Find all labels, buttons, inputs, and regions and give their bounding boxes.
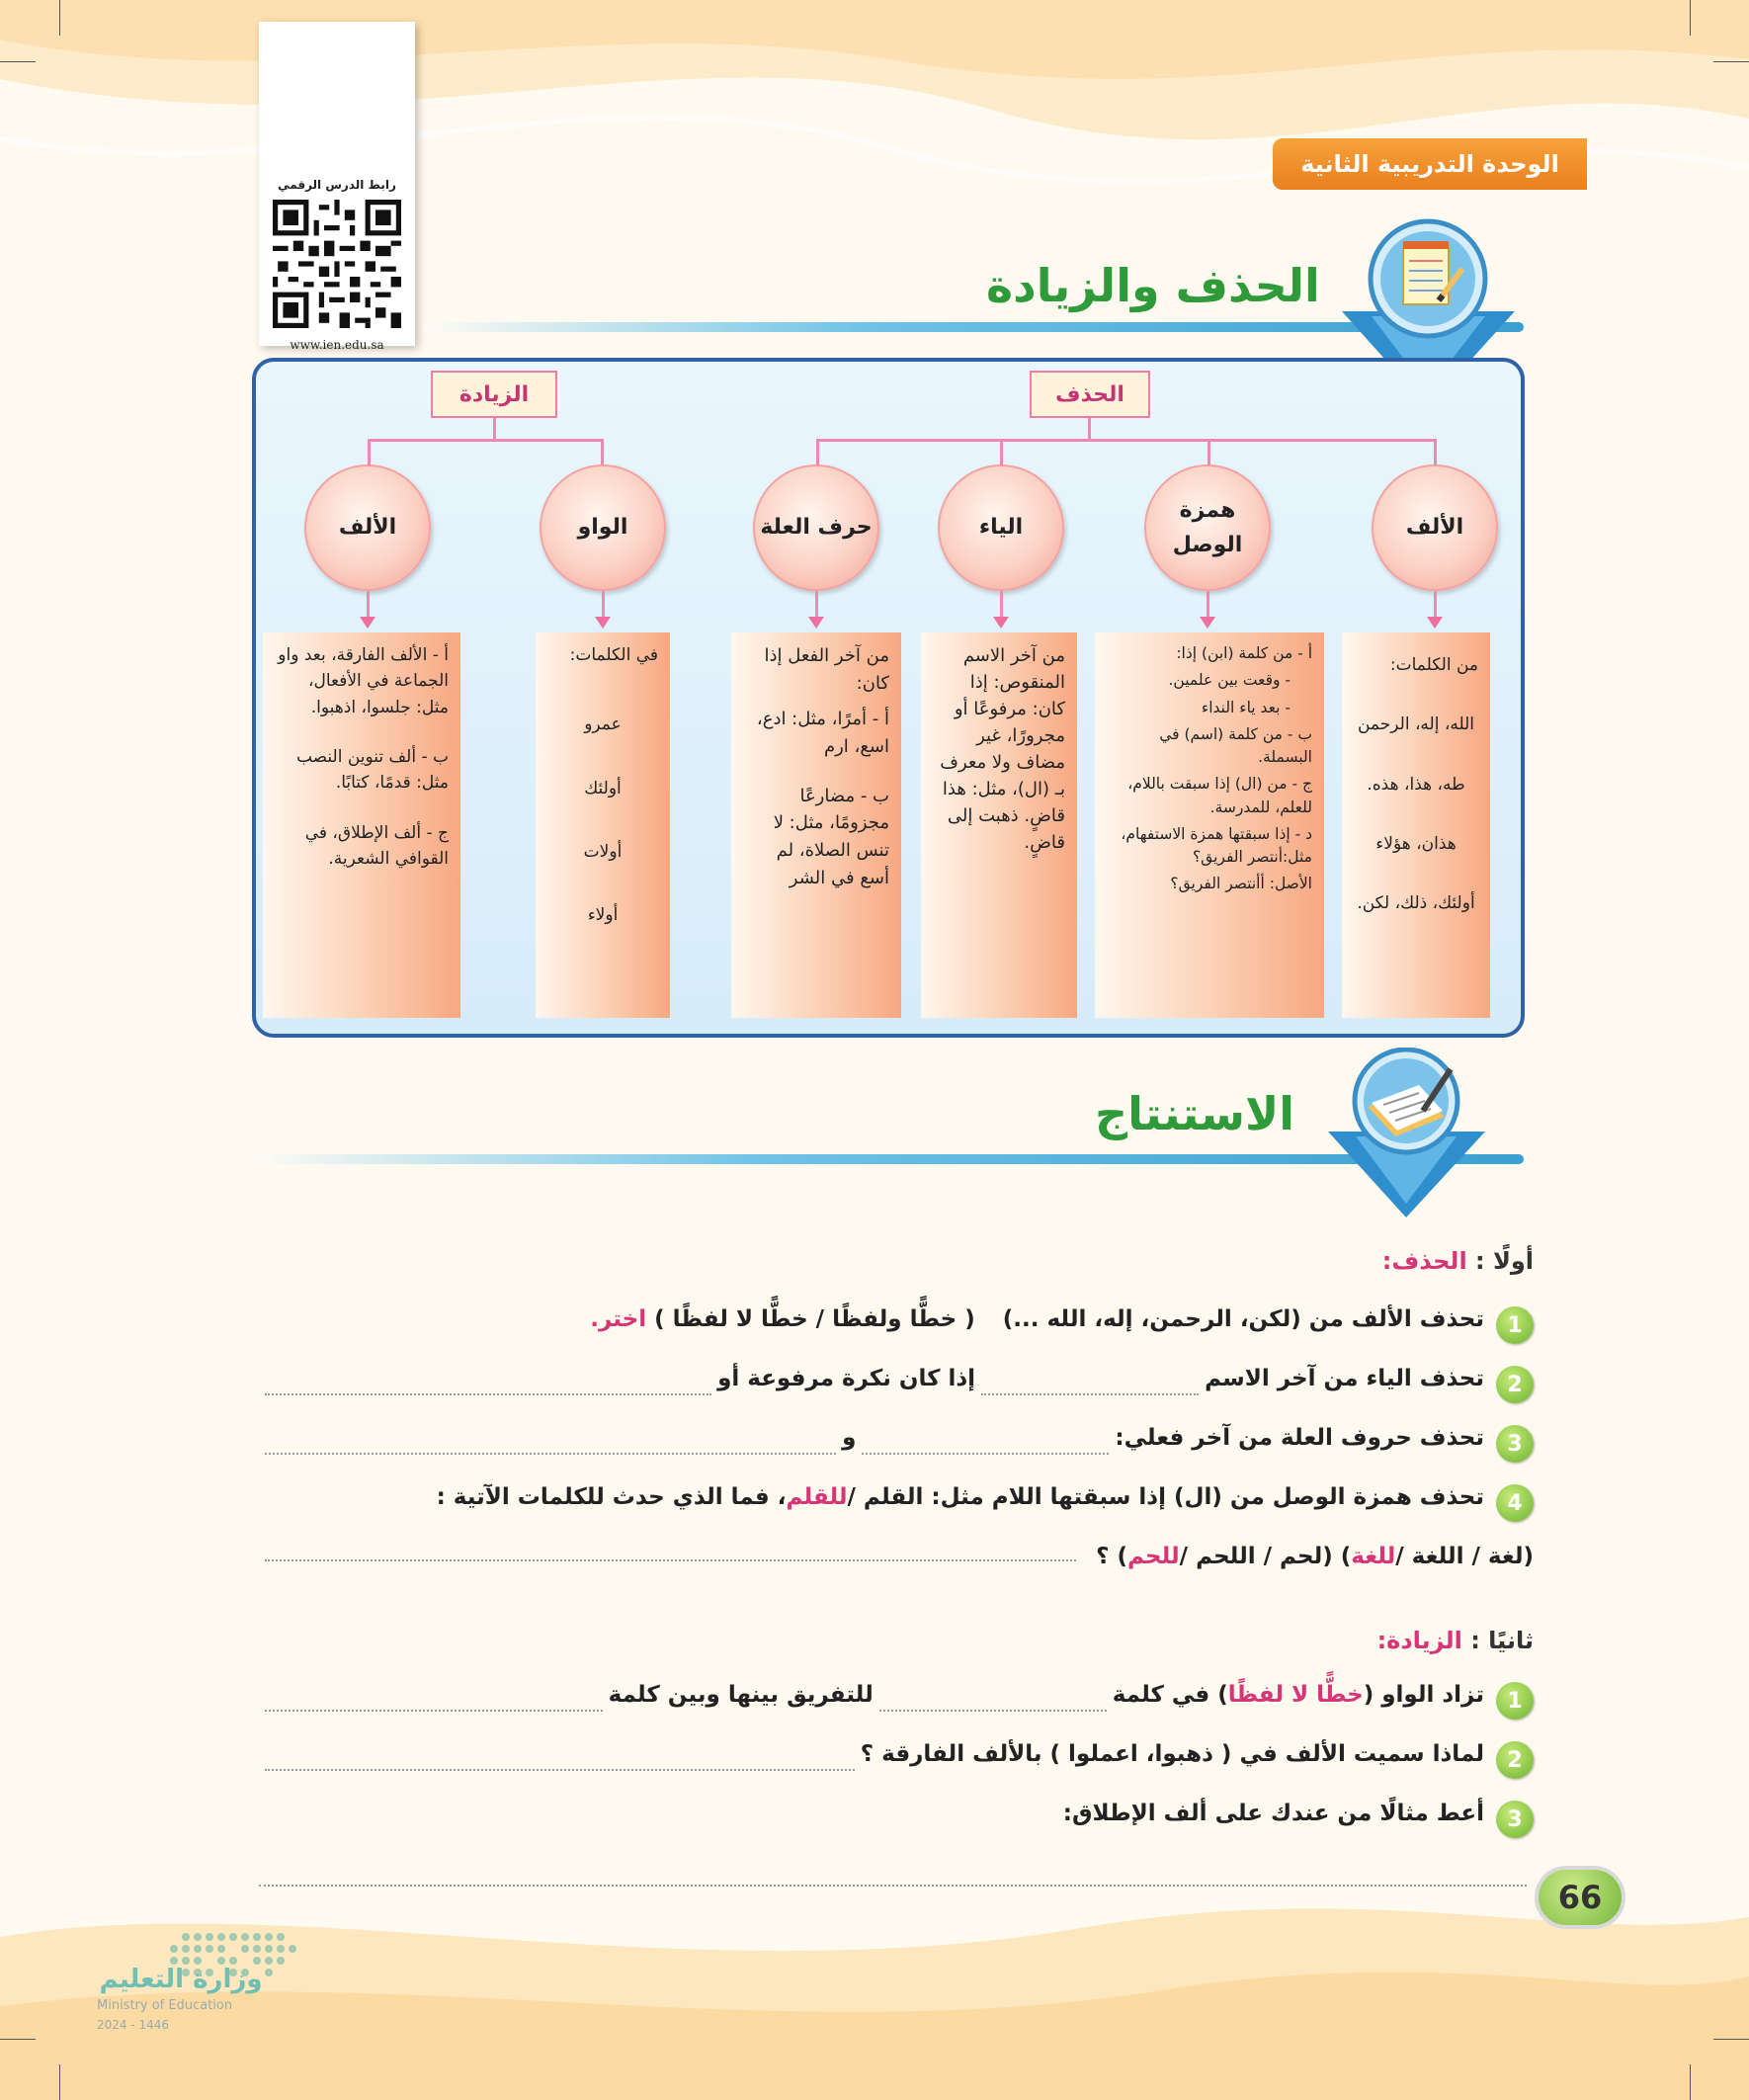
column-head: من الكلمات:: [1389, 655, 1478, 675]
papers-pen-icon: [1320, 1048, 1493, 1220]
part1-heading-word: الحذف:: [1381, 1247, 1467, 1275]
column-line: الأصل: أأنتصر الفريق؟: [1170, 875, 1312, 893]
choose-instruction: اختر.: [590, 1306, 647, 1332]
question-text: ) في كلمة: [1112, 1682, 1228, 1708]
circle-hamzat-alwasl: همزة الوصل: [1144, 464, 1271, 591]
connector: [368, 439, 603, 442]
part2-heading-prefix: ثانيًا :: [1461, 1627, 1534, 1654]
connector: [816, 439, 1436, 442]
crop-mark: [1713, 2039, 1749, 2040]
column-item: أولات: [583, 842, 623, 863]
column-ziyada-alif: [263, 632, 460, 1018]
circle-hadhf-alif: الألف: [1372, 464, 1498, 591]
exercise-2-1: [259, 1682, 1534, 1720]
column-intro: من آخر الفعل إذا كان:: [764, 645, 889, 694]
answer-blank[interactable]: [265, 1710, 603, 1712]
connector: [815, 591, 818, 619]
exercise-1-4: [259, 1484, 1534, 1522]
question-text: أعط مثالًا من عندك على ألف الإطلاق:: [1062, 1801, 1484, 1826]
connector: [493, 418, 496, 440]
crop-mark: [59, 2064, 60, 2100]
answer-blank[interactable]: [265, 1453, 836, 1455]
words-text: (لغة / اللغة /: [1395, 1544, 1534, 1569]
question-text: تحذف الياء من آخر الاسم: [1205, 1366, 1484, 1391]
words-text: ) (لحم / اللحم /: [1179, 1544, 1352, 1569]
exercise-1-3: [259, 1425, 1534, 1463]
circle-ziyada-alif: الألف: [304, 464, 431, 591]
question-text: و: [842, 1425, 857, 1451]
column-item: طه، هذا، هذه.: [1367, 774, 1465, 795]
arrow-down-icon: [1200, 617, 1215, 629]
column-item: أولئك: [584, 778, 622, 798]
arrow-down-icon: [360, 617, 375, 629]
column-item: ج - ألف الإطلاق، في القوافي الشعرية.: [304, 822, 449, 870]
question-text: للتفريق بينها وبين كلمة: [608, 1682, 874, 1708]
qr-url[interactable]: www.ien.edu.sa: [290, 338, 384, 352]
column-line: - وقعت بين علمين.: [1168, 671, 1291, 690]
question-text: لماذا سميت الألف في ( ذهبوا، اعملوا ) بالألف الفارقة ؟: [860, 1741, 1484, 1767]
words-text: ) ؟: [1096, 1544, 1128, 1569]
column-text: من آخر الاسم المنقوص: إذا كان: مرفوعًا أو مجرورًا، غير مضاف ولا معرف بـ (ال)، مثل: هذا قاضٍ. ذهبت إلى قاضٍ.: [940, 645, 1065, 853]
crop-mark: [1713, 61, 1749, 62]
qr-code-icon[interactable]: [273, 200, 401, 328]
arrow-down-icon: [595, 617, 611, 629]
column-item: أولاء: [587, 905, 619, 926]
question-text: تحذف الألف من (لكن، الرحمن، إله، الله ...): [1002, 1306, 1484, 1332]
column-item: أ - أمرًا، مثل: ادع، اسع، ارم: [756, 708, 889, 757]
part2-heading-word: الزيادة:: [1376, 1627, 1462, 1654]
hadhf-label: الحذف: [1030, 371, 1150, 418]
column-alyaa: [921, 632, 1077, 1018]
column-line: - بعد ياء النداء: [1201, 698, 1291, 716]
ministry-name-en: Ministry of Education: [97, 1998, 233, 2013]
page-number: 66: [1535, 1866, 1625, 1929]
connector: [1434, 591, 1437, 619]
column-line: أ - من كلمة (ابن) إذا:: [1176, 644, 1312, 662]
exercise-2-3: [259, 1801, 1534, 1838]
exercise-1-5: [259, 1544, 1534, 1569]
circle-alwaw: الواو: [540, 464, 666, 591]
connector: [602, 591, 605, 619]
question-number: 2: [1496, 1366, 1534, 1403]
highlighted-word: للقلم: [786, 1484, 848, 1510]
column-alwaw: [536, 632, 670, 1018]
column-line: ب - من كلمة (اسم) في البسملة.: [1159, 724, 1312, 766]
part1-heading: [1382, 1247, 1534, 1275]
arrow-down-icon: [1427, 617, 1443, 629]
unit-banner: الوحدة التدريبية الثانية: [1273, 138, 1587, 190]
part2-heading: [1377, 1627, 1534, 1654]
crop-mark: [1690, 0, 1691, 36]
question-text: تزاد الواو (: [1363, 1682, 1484, 1708]
question-text: إذا كان نكرة مرفوعة أو: [717, 1366, 976, 1391]
answer-blank[interactable]: [862, 1453, 1109, 1455]
arrow-down-icon: [808, 617, 824, 629]
question-text: تحذف همزة الوصل من (ال) إذا سبقتها اللام مثل: القلم /: [847, 1484, 1484, 1510]
column-item: عمرو: [584, 714, 622, 735]
exercise-2-2: [259, 1741, 1534, 1779]
column-harf-alilla: [731, 632, 901, 1018]
column-item: أولئك، ذلك، لكن.: [1357, 893, 1475, 914]
question-number: 4: [1496, 1484, 1534, 1522]
highlighted-word: للغة: [1351, 1544, 1396, 1569]
highlighted-word: خطًّا لا لفظًا: [1227, 1682, 1364, 1708]
circle-alyaa: الياء: [938, 464, 1064, 591]
question-number: 1: [1496, 1306, 1534, 1344]
ziyada-label: الزيادة: [431, 371, 557, 418]
question-number: 1: [1496, 1682, 1534, 1720]
answer-blank[interactable]: [265, 1769, 855, 1771]
exercise-1-1: [259, 1306, 1534, 1344]
crop-mark: [0, 61, 36, 62]
section-title: الاستنتاج: [1095, 1087, 1295, 1140]
connector: [1000, 591, 1003, 619]
arrow-down-icon: [993, 617, 1009, 629]
connector: [1207, 591, 1209, 619]
crop-mark: [1690, 2064, 1691, 2100]
question-number: 3: [1496, 1425, 1534, 1463]
page-title: الحذف والزيادة: [986, 259, 1320, 312]
answer-blank[interactable]: [265, 1393, 711, 1395]
column-hamzat-alwasl: [1095, 632, 1324, 1018]
qr-label: رابط الدرس الرقمي: [278, 178, 396, 192]
crop-mark: [0, 2039, 36, 2040]
answer-blank[interactable]: [879, 1710, 1107, 1712]
column-item: هذان، هؤلاء: [1375, 834, 1457, 855]
ministry-name-ar: وزارة التعليم: [99, 1965, 263, 1994]
column-item: الله، إله، الرحمن: [1357, 714, 1474, 735]
question-text: تحذف حروف العلة من آخر فعلي:: [1115, 1425, 1484, 1451]
choice-options[interactable]: ( خطًّا ولفظًا / خطًّا لا لفظًا ): [654, 1306, 975, 1332]
connector: [1088, 418, 1091, 440]
connector: [367, 591, 370, 619]
column-line: ج - من (ال) إذا سبقت باللام، للعلم، للمدرسة.: [1127, 775, 1312, 816]
question-text: ، فما الذي حدث للكلمات الآتية :: [436, 1484, 787, 1510]
answer-blank[interactable]: [981, 1393, 1199, 1395]
qr-card[interactable]: [259, 22, 415, 352]
crop-mark: [59, 0, 60, 36]
column-hadhf-alif: [1342, 632, 1490, 1018]
highlighted-word: للحم: [1127, 1544, 1180, 1569]
answer-blank[interactable]: [265, 1559, 1076, 1561]
circle-harf-alilla: حرف العلة: [753, 464, 879, 591]
question-number: 2: [1496, 1741, 1534, 1779]
ministry-year: 2024 - 1446: [97, 2018, 170, 2032]
exercise-1-2: [259, 1366, 1534, 1403]
column-head: في الكلمات:: [569, 645, 658, 665]
column-line: د - إذا سبقتها همزة الاستفهام، مثل:أنتصر الفريق؟: [1121, 824, 1312, 866]
answer-blank[interactable]: [259, 1885, 1527, 1887]
column-item: أ - الألف الفارقة، بعد واو الجماعة في الأفعال، مثل: جلسوا، اذهبوا.: [278, 645, 449, 717]
question-number: 3: [1496, 1801, 1534, 1838]
column-item: ب - ألف تنوين النصب مثل: قدمًا، كتابًا.: [295, 747, 449, 794]
part1-heading-prefix: أولًا :: [1466, 1247, 1534, 1275]
column-item: ب - مضارعًا مجزومًا، مثل: لا تنس الصلاة، لم أسع في الشر: [773, 785, 889, 889]
